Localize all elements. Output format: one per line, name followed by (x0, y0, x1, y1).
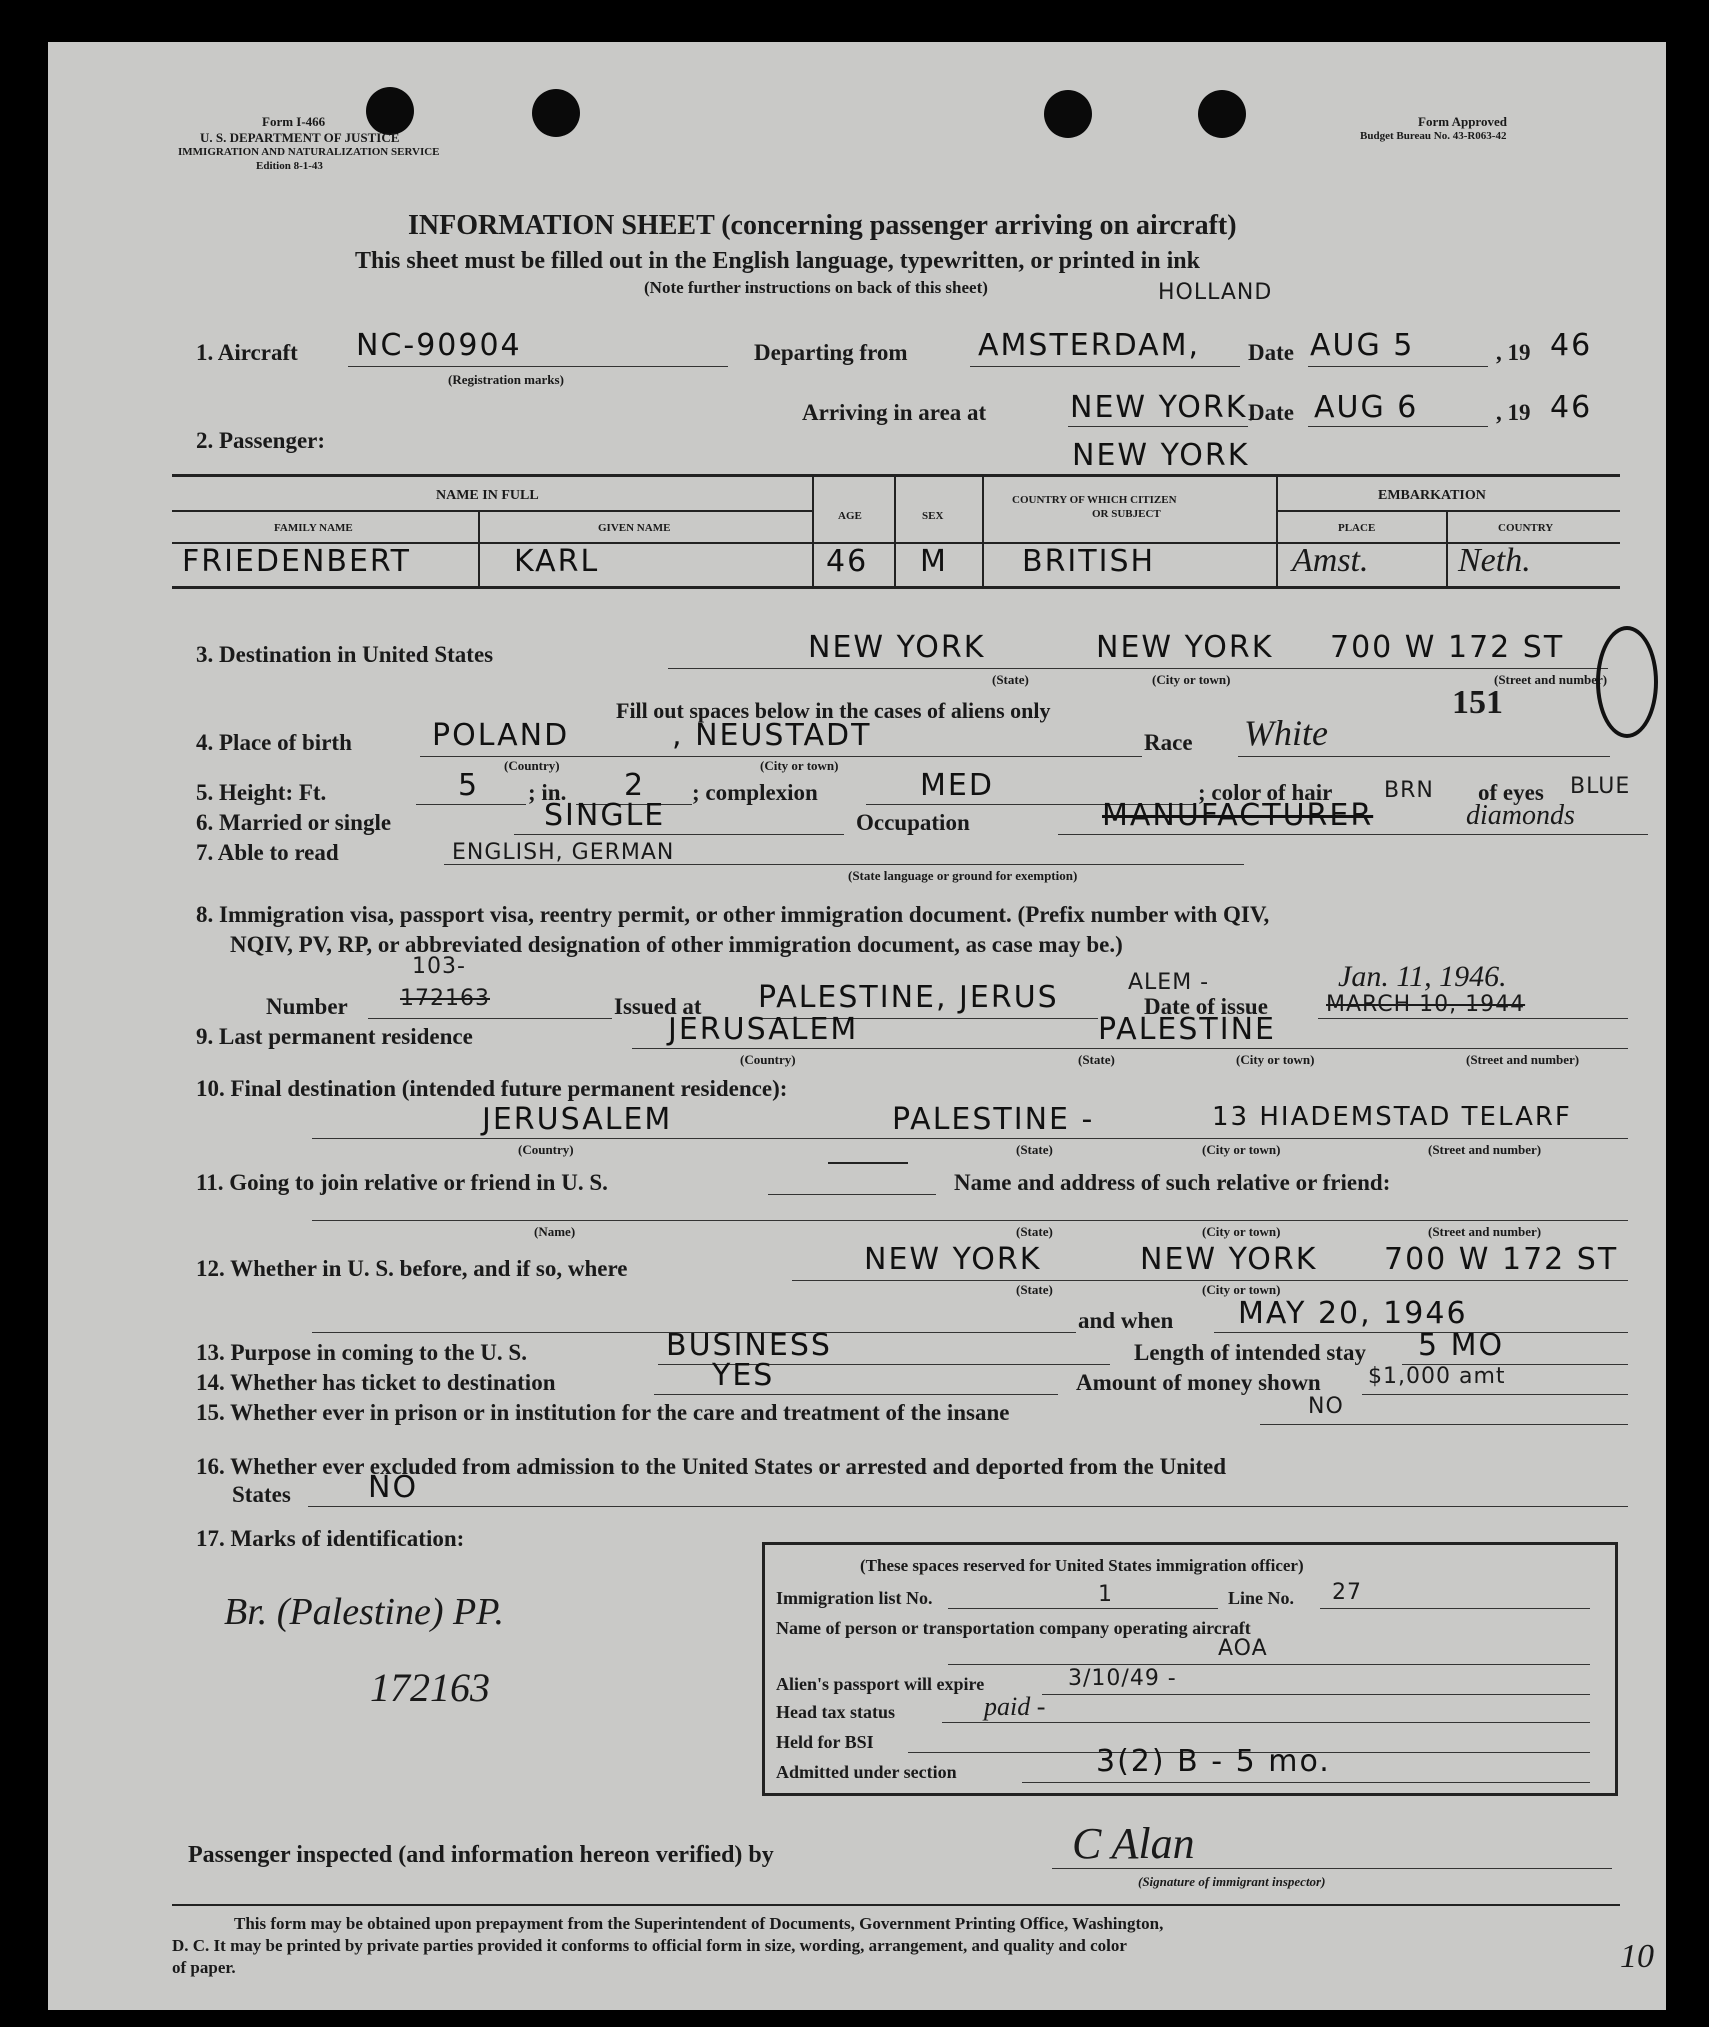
residence-state-value: PALESTINE (1098, 1012, 1276, 1047)
cell-age: 46 (826, 544, 869, 579)
cell-place: Amst. (1292, 542, 1369, 579)
height-ft-value: 5 (458, 768, 480, 803)
service: IMMIGRATION AND NATURALIZATION SERVICE (178, 146, 440, 158)
before-street-value: 700 W 172 ST (1384, 1242, 1619, 1277)
occupation-value: diamonds (1466, 800, 1575, 831)
label-arriving: Arriving in area at (802, 400, 987, 425)
label-before: 12. Whether in U. S. before, and if so, where (196, 1256, 628, 1281)
arriving-state-value: NEW YORK (1072, 438, 1250, 473)
caption-city: (City or town) (1152, 672, 1231, 687)
complexion-value: MED (920, 768, 994, 803)
caption-name: (Name) (534, 1224, 576, 1239)
edition: Edition 8-1-43 (256, 160, 323, 172)
issued-at-value: PALESTINE, JERUS (758, 980, 1059, 1015)
year-prefix-1: , 19 (1496, 340, 1531, 365)
th-country-2: OR SUBJECT (1092, 508, 1161, 520)
date-issue-struck: MARCH 10, 1944 (1326, 992, 1526, 1017)
label-marks: 17. Marks of identification: (196, 1526, 465, 1551)
label-line-no: Line No. (1228, 1588, 1295, 1608)
label-departing: Departing from (754, 340, 908, 365)
footer-line-2: D. C. It may be printed by private parties provided it conforms to official form in size, wording, arrangement, and quality and color (172, 1936, 1127, 1955)
label-prison: 15. Whether ever in prison or in institution for the care and treatment of the insane (196, 1400, 1010, 1425)
caption-street-2: (Street and number) (1466, 1052, 1580, 1067)
line-no-value: 27 (1332, 1580, 1362, 1605)
budget-bureau: Budget Bureau No. 43-R063-42 (1360, 130, 1507, 142)
caption-street: (Street and number) (1494, 672, 1608, 687)
arriving-date-value: AUG 6 (1314, 390, 1419, 425)
th-country-emb: COUNTRY (1498, 522, 1554, 534)
visa-number-value: 172163 (400, 986, 490, 1011)
final-country-value: JERUSALEM (482, 1102, 673, 1137)
caption-state-5: (State) (1016, 1282, 1053, 1297)
label-number: Number (266, 994, 348, 1019)
marks-number-value: 172163 (370, 1665, 490, 1710)
caption-state-4: (State) (1016, 1224, 1053, 1239)
subtitle: This sheet must be filled out in the English language, typewritten, or printed in ink (355, 248, 1200, 274)
departing-year-value: 46 (1550, 328, 1593, 363)
label-visa-2: NQIV, PV, RP, or abbreviated designation of other immigration document, as case may be.) (230, 932, 1123, 957)
caption-state-3: (State) (1016, 1142, 1053, 1157)
dest-street-value: 700 W 172 ST (1330, 630, 1565, 665)
cell-citizen: BRITISH (1022, 544, 1156, 579)
final-street-value: 13 HIADEMSTAD TELARF (1212, 1102, 1572, 1132)
final-state-value: PALESTINE - (892, 1102, 1095, 1137)
caption-country: (Country) (504, 758, 560, 773)
agency: U. S. DEPARTMENT OF JUSTICE (200, 130, 400, 145)
th-age: AGE (838, 510, 862, 522)
occupation-struck: MANUFACTURER (1102, 798, 1374, 833)
label-aircraft: 1. Aircraft (196, 340, 298, 365)
read-value: ENGLISH, GERMAN (452, 840, 675, 865)
label-complexion: ; complexion (692, 780, 818, 805)
label-birth: 4. Place of birth (196, 730, 352, 755)
officer-box-title: (These spaces reserved for United States immigration officer) (860, 1556, 1304, 1575)
label-section: Admitted under section (776, 1762, 957, 1782)
th-embarkation: EMBARKATION (1378, 488, 1486, 503)
caption-city-4: (City or town) (1202, 1142, 1281, 1157)
before-state-value: NEW YORK (864, 1242, 1042, 1277)
label-join: 11. Going to join relative or friend in U. S. (196, 1170, 608, 1195)
caption-signature: (Signature of immigrant inspector) (1138, 1874, 1326, 1889)
inspector-signature: C Alan (1072, 1819, 1195, 1868)
th-name-in-full: NAME IN FULL (436, 488, 539, 503)
label-purpose: 13. Purpose in coming to the U. S. (196, 1340, 527, 1365)
hair-value: BRN (1384, 778, 1434, 803)
cell-family-name: FRIEDENBERT (182, 544, 411, 579)
caption-country-2: (Country) (740, 1052, 796, 1067)
dest-city-value: NEW YORK (1096, 630, 1274, 665)
label-eyes: of eyes (1478, 780, 1544, 805)
label-relative: Name and address of such relative or friend: (954, 1170, 1391, 1195)
label-bsi: Held for BSI (776, 1732, 874, 1752)
excluded-value: NO (368, 1470, 419, 1505)
label-read: 7. Able to read (196, 840, 339, 865)
footer-line-3: of paper. (172, 1958, 236, 1977)
issued-at-extra: ALEM - (1128, 970, 1210, 995)
caption-street-4: (Street and number) (1428, 1224, 1542, 1239)
punch-hole (366, 87, 414, 135)
and-when-value: MAY 20, 1946 (1238, 1296, 1468, 1331)
label-date-1: Date (1248, 340, 1294, 365)
list-no-value: 1 (1098, 1582, 1113, 1607)
label-in: ; in. (528, 780, 567, 805)
label-date-issue: Date of issue (1144, 994, 1268, 1019)
before-city-value: NEW YORK (1140, 1242, 1318, 1277)
label-excluded-2: States (232, 1482, 291, 1507)
company-value: AOA (1218, 1636, 1268, 1661)
caption-state-2: (State) (1078, 1052, 1115, 1067)
label-last-residence: 9. Last permanent residence (196, 1024, 473, 1049)
stamp-number: 151 (1452, 684, 1503, 721)
label-destination: 3. Destination in United States (196, 642, 494, 667)
label-and-when: and when (1078, 1308, 1174, 1333)
cell-given-name: KARL (514, 544, 600, 579)
cell-country: Neth. (1458, 542, 1531, 579)
birth-country-value: POLAND (432, 718, 570, 753)
label-money: Amount of money shown (1076, 1370, 1321, 1395)
married-value: SINGLE (544, 798, 666, 833)
label-date-2: Date (1248, 400, 1294, 425)
punch-hole (1044, 90, 1092, 138)
label-visa: 8. Immigration visa, passport visa, reentry permit, or other immigration document. (Prefix number with QIV, (196, 902, 1270, 927)
th-place: PLACE (1338, 522, 1376, 534)
label-inspected: Passenger inspected (and information hereon verified) by (188, 1842, 774, 1868)
purpose-value: BUSINESS (666, 1328, 832, 1363)
label-race: Race (1144, 730, 1193, 755)
th-family-name: FAMILY NAME (274, 522, 353, 534)
residence-country-value: JERUSALEM (668, 1012, 859, 1047)
label-passport-expire: Alien's passport will expire (776, 1674, 985, 1694)
caption-registration: (Registration marks) (448, 372, 564, 387)
label-passenger: 2. Passenger: (196, 428, 326, 453)
label-stay: Length of intended stay (1134, 1340, 1366, 1365)
caption-street-3: (Street and number) (1428, 1142, 1542, 1157)
aliens-note: Fill out spaces below in the cases of aliens only (616, 698, 1051, 723)
caption-city-6: (City or town) (1202, 1282, 1281, 1297)
punch-hole (532, 89, 580, 137)
page-mark: 10 (1620, 1938, 1654, 1975)
page-title: INFORMATION SHEET (concerning passenger arriving on aircraft) (408, 210, 1237, 241)
note: (Note further instructions on back of this sheet) (644, 278, 988, 297)
th-sex: SEX (922, 510, 944, 522)
label-occupation: Occupation (856, 810, 970, 835)
label-final-dest: 10. Final destination (intended future permanent residence): (196, 1076, 788, 1101)
birth-city-value: , NEUSTADT (672, 718, 872, 753)
date-issue-value: Jan. 11, 1946. (1338, 960, 1507, 993)
section-value: 3(2) B - 5 mo. (1096, 1744, 1331, 1779)
form-number: Form I-466 (262, 114, 326, 129)
footer-line-1: This form may be obtained upon prepayment from the Superintendent of Documents, Government Printing Office, Washington, (234, 1914, 1164, 1933)
form-sheet (48, 42, 1666, 2010)
caption-city-5: (City or town) (1202, 1224, 1281, 1239)
handwritten-circle (1596, 626, 1658, 738)
form-approved: Form Approved (1418, 114, 1507, 129)
arriving-value: NEW YORK, (1070, 390, 1259, 425)
label-height: 5. Height: Ft. (196, 780, 327, 805)
money-value: $1,000 amt (1368, 1364, 1506, 1389)
year-prefix-2: , 19 (1496, 400, 1531, 425)
label-excluded: 16. Whether ever excluded from admission to the United States or arrested and deported from the United (196, 1454, 1227, 1479)
height-in-value: 2 (624, 768, 646, 803)
th-given-name: GIVEN NAME (598, 522, 671, 534)
caption-city-2: (City or town) (760, 758, 839, 773)
label-married: 6. Married or single (196, 810, 392, 835)
label-head-tax: Head tax status (776, 1702, 896, 1722)
eyes-value: BLUE (1570, 774, 1631, 799)
caption-city-3: (City or town) (1236, 1052, 1315, 1067)
handwritten-country: HOLLAND (1158, 280, 1273, 305)
caption-country-3: (Country) (518, 1142, 574, 1157)
departing-value: AMSTERDAM, (978, 328, 1201, 363)
punch-hole (1198, 90, 1246, 138)
passport-expire-value: 3/10/49 - (1068, 1666, 1177, 1691)
stay-value: 5 MO (1418, 1328, 1505, 1363)
caption-state: (State) (992, 672, 1029, 687)
th-country: COUNTRY OF WHICH CITIZEN (1012, 494, 1177, 506)
prison-value: NO (1308, 1394, 1344, 1419)
race-value: White (1244, 713, 1328, 753)
cell-sex: M (920, 544, 948, 579)
dest-state-value: NEW YORK (808, 630, 986, 665)
label-ticket: 14. Whether has ticket to destination (196, 1370, 556, 1395)
caption-state-language: (State language or ground for exemption) (848, 868, 1078, 883)
aircraft-value: NC-90904 (356, 328, 522, 363)
label-hair: ; color of hair (1198, 780, 1333, 805)
visa-prefix-value: 103- (412, 954, 466, 979)
label-company: Name of person or transportation company operating aircraft (776, 1618, 1251, 1638)
ticket-value: YES (712, 1358, 775, 1393)
head-tax-value: paid - (984, 1692, 1046, 1721)
label-issued-at: Issued at (614, 994, 702, 1019)
label-list-no: Immigration list No. (776, 1588, 933, 1608)
departing-date-value: AUG 5 (1310, 328, 1415, 363)
marks-value: Br. (Palestine) PP. (224, 1591, 505, 1633)
arriving-year-value: 46 (1550, 390, 1593, 425)
